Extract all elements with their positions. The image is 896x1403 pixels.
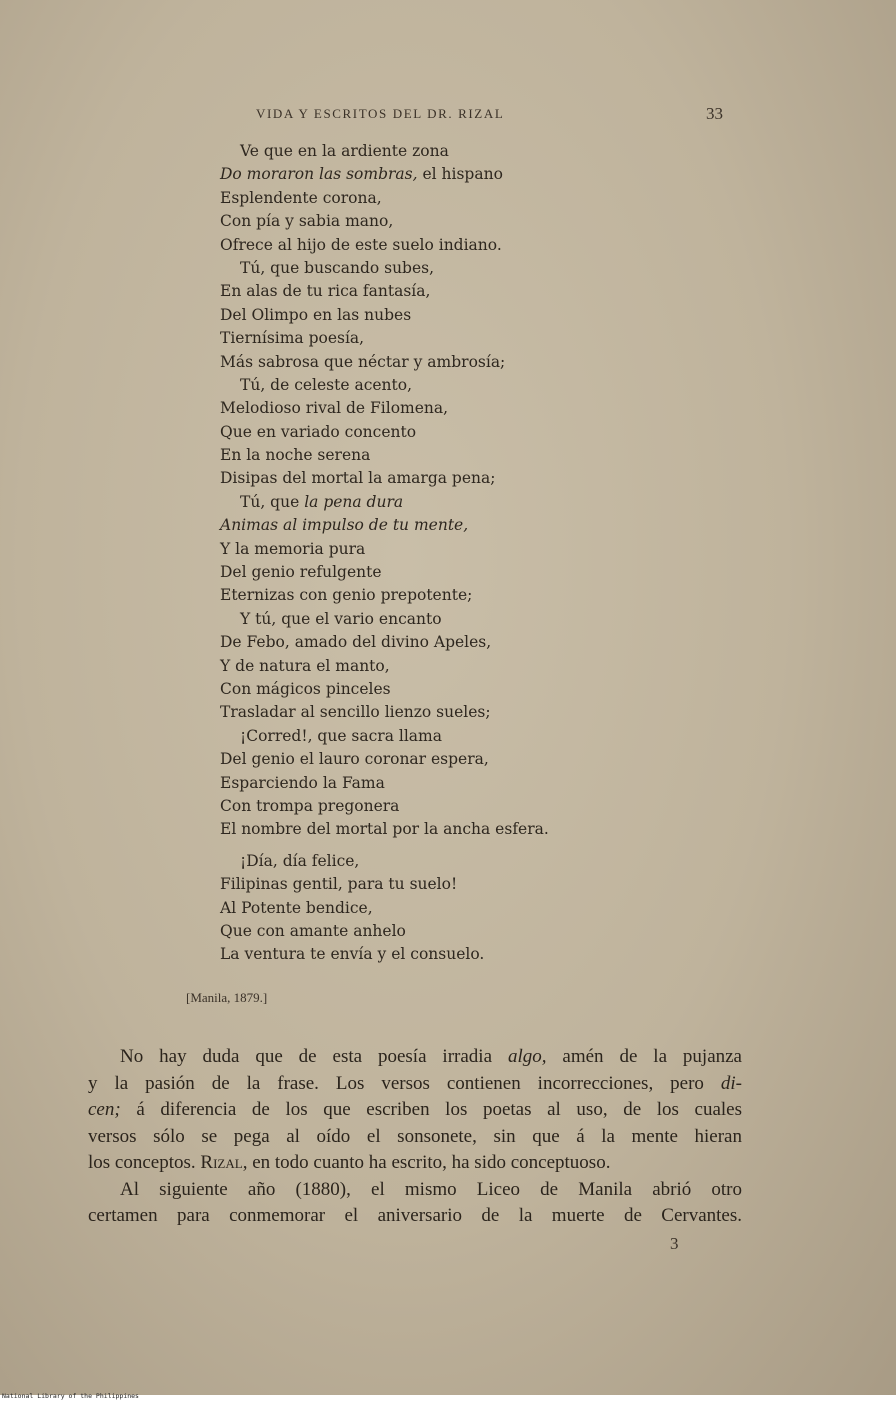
poem-verse: Con trompa pregonera — [220, 796, 400, 815]
poem-verse: Eternizas con genio prepotente; — [220, 586, 473, 605]
poem-stanza-2 — [220, 850, 680, 967]
poem-verse: En la noche serena — [220, 446, 371, 465]
poem-verse: Y la memoria pura — [220, 539, 366, 558]
prose-line-part: los conceptos. — [88, 1152, 201, 1173]
footer-credit: National Library of the Philippines — [2, 1392, 139, 1400]
prose-line — [88, 1124, 742, 1151]
prose-line-part: Rizal — [200, 1152, 243, 1173]
prose-line-part: certamen para conmemorar el aniversario de la muerte de Cervantes. — [88, 1205, 742, 1226]
poem-verse-part: el hispano — [417, 165, 503, 184]
prose-line-part: , en todo cuanto ha escrito, ha sido conceptuoso. — [242, 1152, 611, 1173]
poem-verse: Esparciendo la Fama — [220, 773, 385, 792]
prose-line — [88, 1177, 742, 1204]
poem-verse: Y tú, que el vario encanto — [240, 609, 442, 628]
poem-verse: Filipinas gentil, para tu suelo! — [220, 875, 458, 894]
prose-line-part: algo, — [507, 1046, 547, 1067]
prose-line — [88, 1071, 742, 1098]
prose-line-part: di- — [720, 1072, 742, 1094]
prose-line-part: y la pasión de la frase. Los versos contienen incorrecciones, pero — [88, 1072, 721, 1094]
poem-verse: Más sabrosa que néctar y ambrosía; — [220, 352, 506, 371]
poem-dateline: [Manila, 1879.] — [186, 990, 268, 1005]
prose-line-part: á diferencia de los que escriben los poetas al uso, de los cuales — [120, 1099, 742, 1120]
prose-line-part: Al siguiente año (1880), el mismo Liceo de Manila abrió otro — [120, 1178, 742, 1200]
poem-verse-part: Tú, que — [240, 492, 305, 511]
poem-verse-part: Animas al impulso de tu mente, — [220, 516, 469, 535]
prose-line-part: amén de la pujanza — [546, 1046, 742, 1067]
poem-verse: Con pía y sabia mano, — [220, 212, 394, 231]
poem-verse: De Febo, amado del divino Apeles, — [220, 633, 492, 652]
poem-verse — [220, 514, 680, 537]
poem-verse: Con mágicos pinceles — [220, 679, 391, 698]
poem-verse: El nombre del mortal por la ancha esfera. — [220, 820, 549, 839]
prose-line — [88, 1150, 742, 1177]
poem-verse: Ofrece al hijo de este suelo indiano. — [220, 235, 502, 254]
poem-verse: Del genio el lauro coronar espera, — [220, 750, 489, 769]
poem-verse: Y de natura el manto, — [220, 656, 390, 675]
poem-verse: Tú, que buscando subes, — [240, 258, 435, 277]
poem-verse: Esplendente corona, — [220, 188, 382, 207]
prose-line — [88, 1203, 742, 1230]
poem-verse-part: la pena dura — [304, 492, 404, 511]
poem-verse: ¡Día, día felice, — [240, 851, 360, 870]
poem-verse: Melodioso rival de Filomena, — [220, 399, 449, 418]
signature-mark: 3 — [670, 1234, 679, 1253]
prose-line-part: cen; — [88, 1099, 121, 1120]
prose-line-part: No hay duda que de esta poesía irradia — [120, 1046, 508, 1067]
poem-verse: Trasladar al sencillo lienzo sueles; — [220, 703, 491, 722]
poem-verse: Del genio refulgente — [220, 563, 382, 582]
poem-verse: Ve que en la ardiente zona — [240, 142, 449, 160]
poem-verse: Que con amante anhelo — [220, 921, 406, 940]
page-header — [0, 104, 896, 128]
page-number: 33 — [706, 104, 723, 123]
poem — [220, 140, 680, 967]
poem-verse: La ventura te envía y el consuelo. — [220, 945, 485, 964]
poem-stanza-1 — [220, 140, 680, 842]
prose-line — [88, 1044, 742, 1071]
prose-line — [88, 1097, 742, 1124]
poem-verse: En alas de tu rica fantasía, — [220, 282, 431, 301]
running-head: VIDA Y ESCRITOS DEL DR. RIZAL — [256, 106, 505, 121]
poem-verse: ¡Corred!, que sacra llama — [240, 726, 442, 745]
poem-verse: Tú, de celeste acento, — [240, 375, 413, 394]
poem-verse-part: Do moraron las sombras, — [220, 165, 418, 184]
poem-verse — [220, 491, 680, 514]
footer-strip — [0, 1392, 896, 1403]
poem-verse: Que en variado concento — [220, 422, 417, 441]
poem-verse: Del Olimpo en las nubes — [220, 305, 412, 324]
poem-verse: Al Potente bendice, — [220, 898, 373, 917]
prose-line-part: versos sólo se pega al oído el sonsonete, sin que á la mente hieran — [88, 1125, 742, 1147]
poem-verse: Disipas del mortal la amarga pena; — [220, 469, 496, 488]
poem-verse: Tiernísima poesía, — [220, 329, 365, 348]
poem-verse — [220, 163, 680, 186]
prose-body — [88, 1044, 742, 1230]
